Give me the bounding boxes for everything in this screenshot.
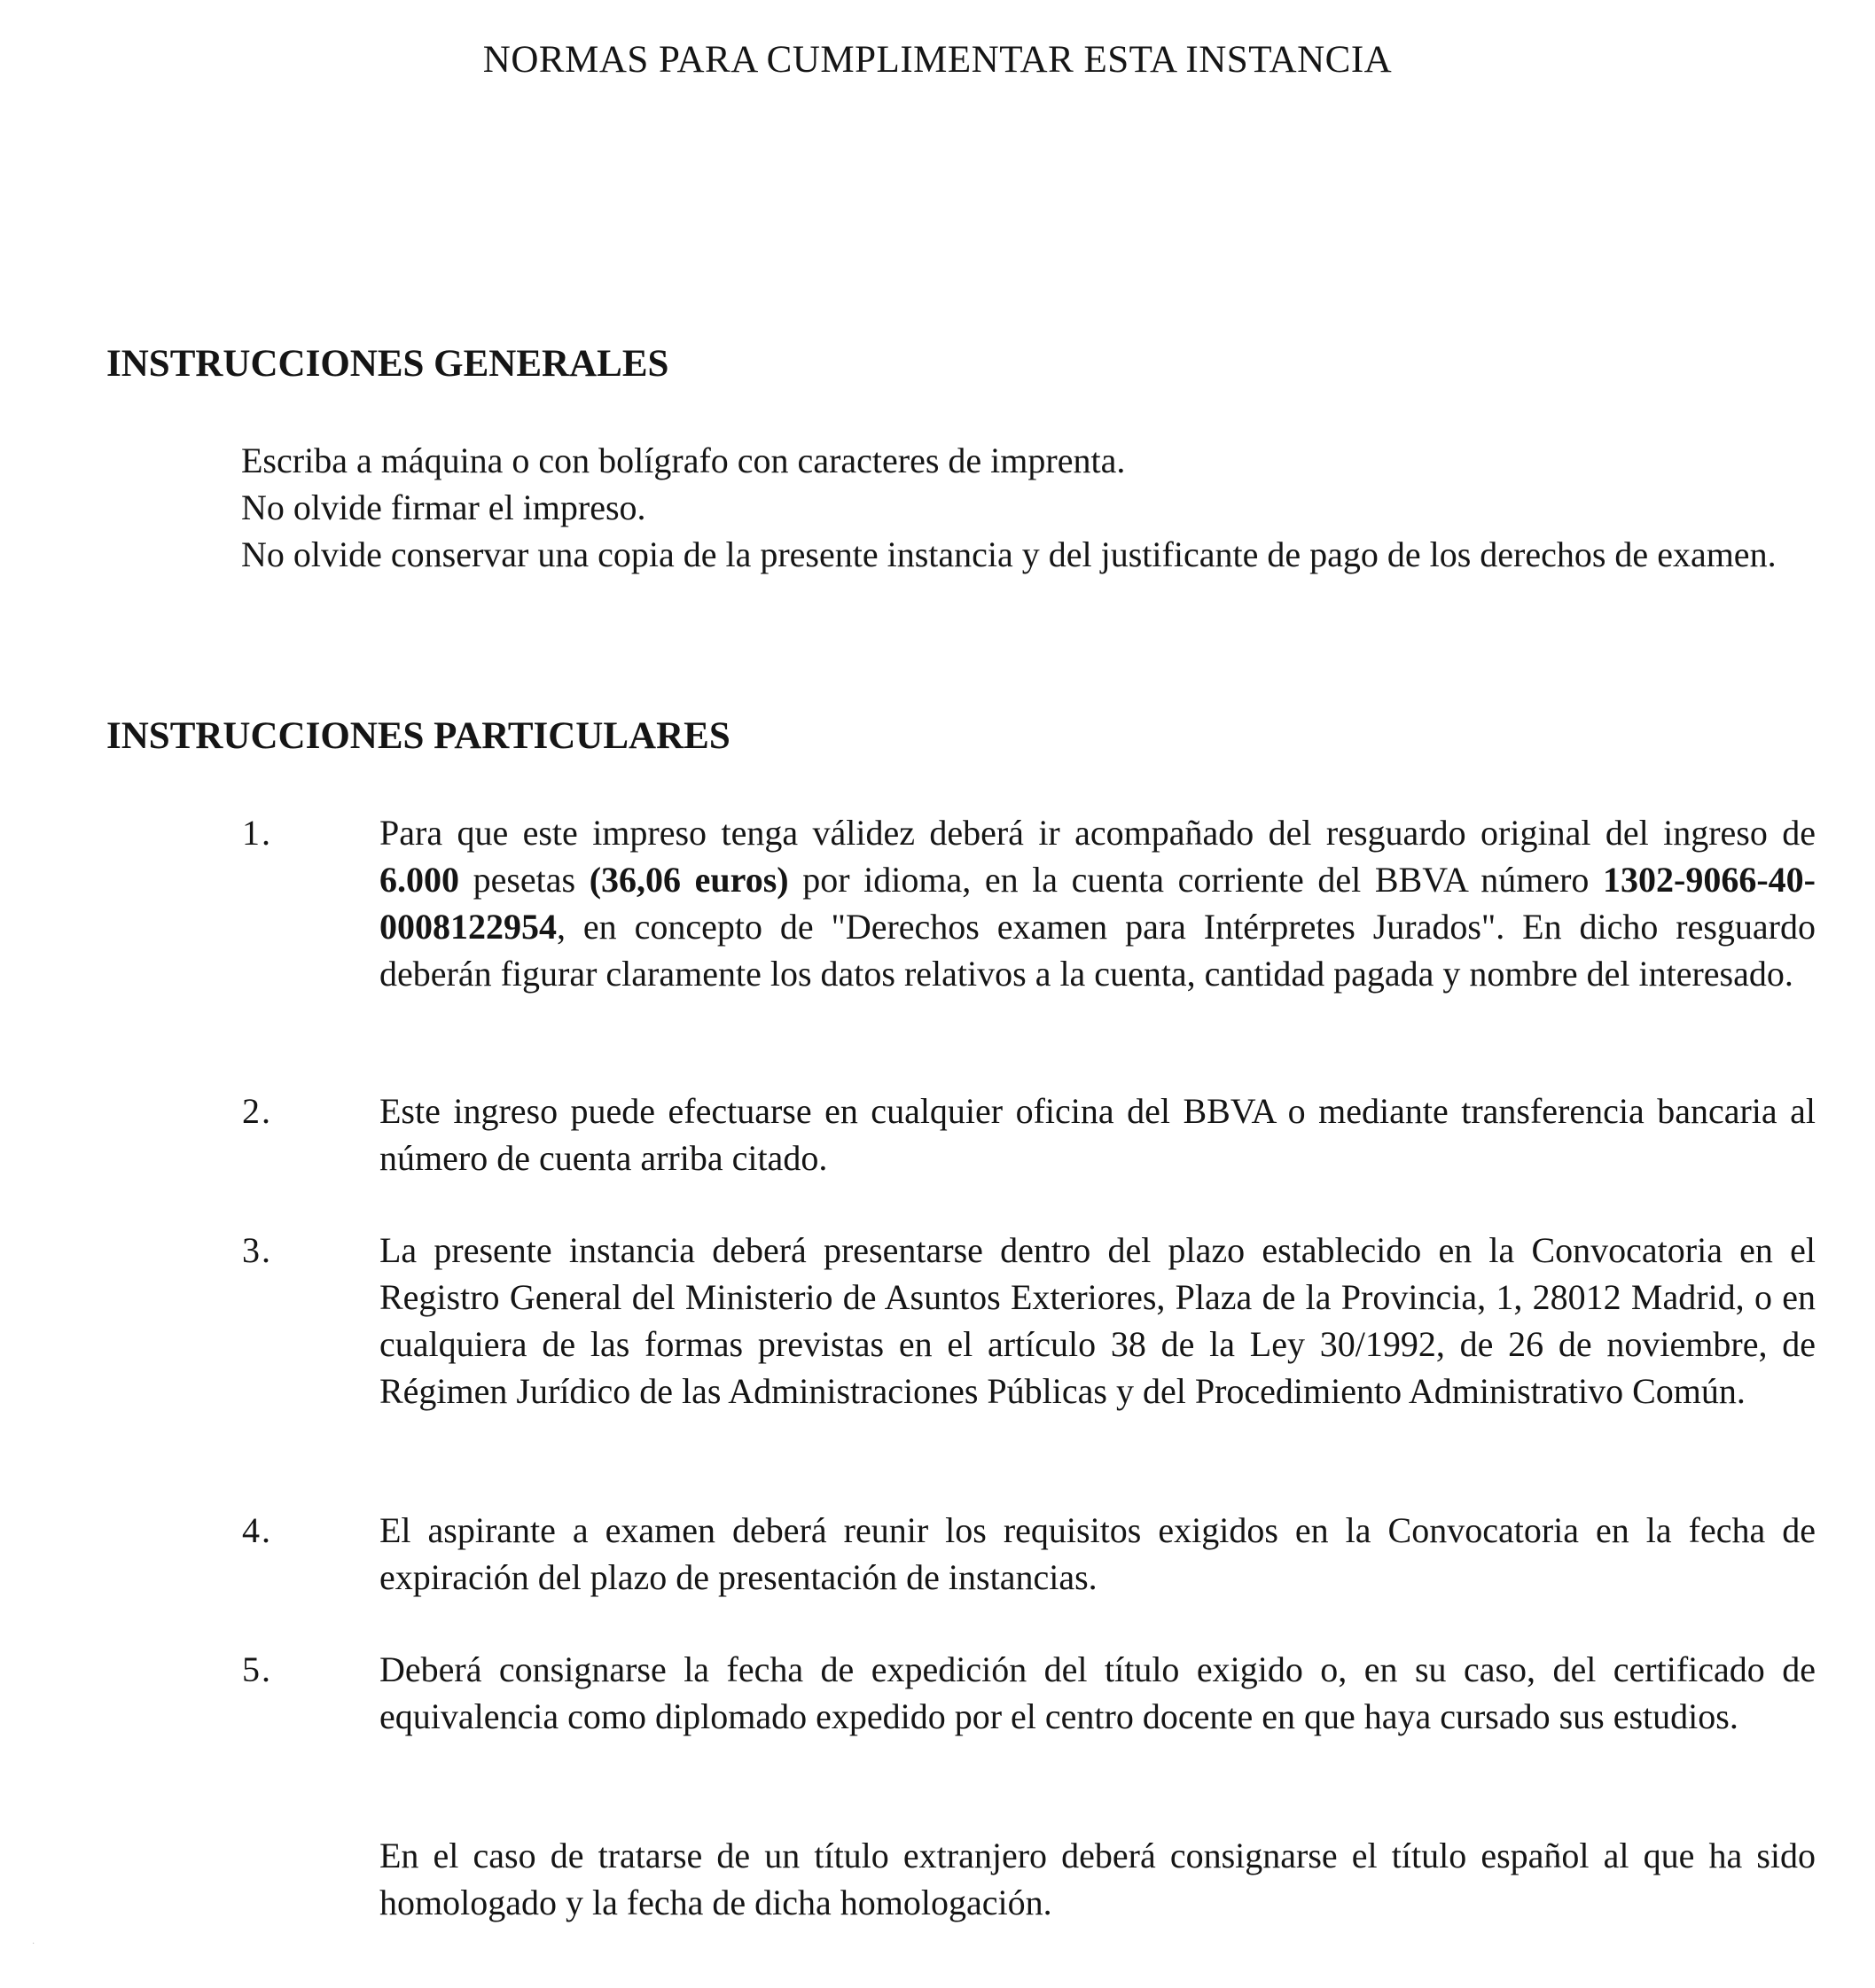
item-text [379,809,1816,997]
item-text-part: Para que este impreso tenga válidez deberá ir acompañado del resguardo original del ingreso de [379,813,1816,853]
item-text: Este ingreso puede efectuarse en cualquier oficina del BBVA o mediante transferencia bancaria al número de cuenta arriba citado. [379,1091,1816,1178]
item-text: En el caso de tratarse de un título extranjero deberá consignarse el título español al que ha sido homologado y la fecha de dicha homologación. [379,1836,1816,1922]
item-number: 4. [242,1510,272,1550]
item-number: 3. [242,1230,272,1270]
general-instructions [106,437,1814,578]
particular-instructions-heading: INSTRUCCIONES PARTICULARES [106,715,730,757]
account-number: 1302-9066-40-0008122954 [379,860,1816,947]
general-instruction-line: No olvide firmar el impreso. [241,487,646,527]
general-instruction-line: Escriba a máquina o con bolígrafo con caracteres de imprenta. [241,440,1126,480]
item-text-part: por idioma, en la cuenta corriente del BBVA número [788,860,1604,900]
item-text: Deberá consignarse la fecha de expedición del título exigido o, en su caso, del certificado de equivalencia como diplomado expedido por el centro docente en que haya cursado sus estudios. [379,1649,1816,1736]
item-text: La presente instancia deberá presentarse dentro del plazo establecido en la Convocatoria en el Registro General del Ministerio de Asuntos Exteriores, Plaza de la Provincia, 1, 28012 Madrid, o en cualquiera de las formas previstas en el artículo 38 de la Ley 30/1992, de 26 de noviembre, de Régimen Jurídico de las Administraciones Públicas y del Procedimiento Administrativo Común. [379,1230,1816,1411]
document-title: NORMAS PARA CUMPLIMENTAR ESTA INSTANCIA [482,39,1393,81]
general-instructions-heading: INSTRUCCIONES GENERALES [106,343,669,385]
amount-euros: (36,06 euros) [589,860,789,900]
item-number: 5. [242,1649,272,1689]
item-text: El aspirante a examen deberá reunir los requisitos exigidos en la Convocatoria en la fecha de expiración del plazo de presentación de instancias. [379,1510,1816,1597]
item-number: 1. [242,813,272,853]
item-number: 2. [242,1091,272,1131]
general-instruction-line: No olvide conservar una copia de la presente instancia y del justificante de pago de los derechos de examen. [241,534,1777,574]
item-text-part: pesetas [459,860,590,900]
scan-speck: · [32,1939,35,1949]
amount-pesetas: 6.000 [379,860,459,900]
item-text-part: , en concepto de "Derechos examen para Intérpretes Jurados". En dicho resguardo deberán figurar claramente los datos relativos a la cuenta, cantidad pagada y nombre del interesado. [379,907,1816,994]
